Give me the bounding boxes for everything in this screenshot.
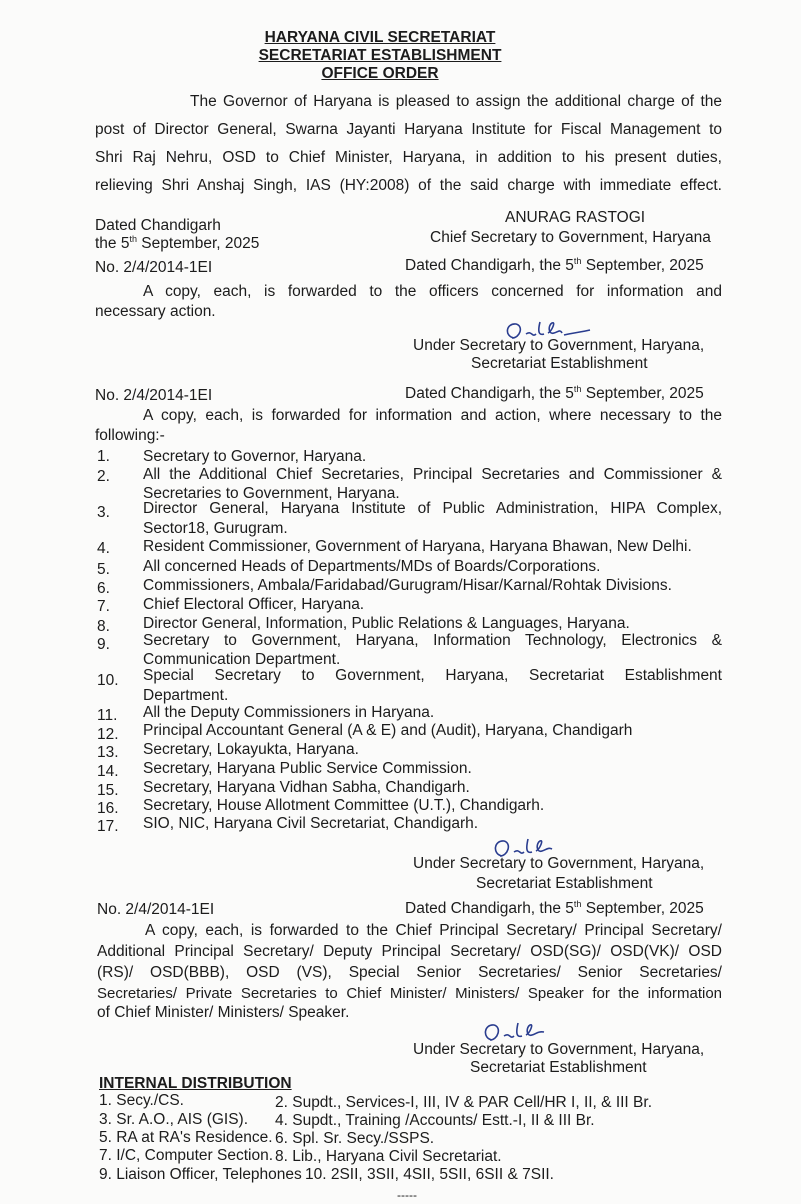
order-paragraph-line: Shri Raj Nehru, OSD to Chief Minister, Haryana, in addition to his present duties, [95,149,722,166]
copy3-line: Secretaries/ Private Secretaries to Chief Minister/ Ministers/ Speaker for the information [97,985,722,1002]
copy3-line: Additional Principal Secretary/ Deputy Principal Secretary/ OSD(SG)/ OSD(VK)/ OSD [97,943,722,960]
signatory-name: ANURAG RASTOGI [505,209,646,226]
list-number: 10. [97,672,119,689]
list-item: Secretary, Lokayukta, Haryana. [143,741,359,758]
list-item: Sector18, Gurugram. [143,520,288,537]
order-paragraph-line: The Governor of Haryana is pleased to assign the additional charge of the [190,93,722,110]
list-item: Secretary to Governor, Haryana. [143,448,367,465]
header-line-3: OFFICE ORDER [321,65,439,82]
endorsement-date: Dated Chandigarh, the 5th September, 2025 [405,383,704,402]
list-item: Communication Department. [143,651,341,668]
list-item: Department. [143,687,229,704]
distribution-item: 4. Supdt., Training /Accounts/ Estt.-I, II & III Br. [275,1112,595,1129]
list-item: Secretary, House Allotment Committee (U.T.), Chandigarh. [143,797,545,814]
signatory-title: Chief Secretary to Government, Haryana [430,229,711,246]
list-number: 9. [97,636,110,653]
copy1-line: necessary action. [95,303,216,320]
endorsement-date: Dated Chandigarh, the 5th September, 2025 [405,255,704,274]
list-number: 15. [97,782,119,799]
list-item: All concerned Heads of Departments/MDs of Boards/Corporations. [143,558,601,575]
internal-distribution-heading: INTERNAL DISTRIBUTION [99,1075,292,1092]
list-number: 13. [97,744,119,761]
dated-date: the 5th September, 2025 [95,233,260,252]
copy3-line: of Chief Minister/ Ministers/ Speaker. [97,1004,350,1021]
list-item: Secretary, Haryana Public Service Commission. [143,760,472,777]
list-number: 14. [97,763,119,780]
list-item: Director General, Haryana Institute of Public Administration, HIPA Complex, [143,500,722,517]
dated-place: Dated Chandigarh [95,217,221,234]
list-number: 4. [97,540,110,557]
copy3-line: A copy, each, is forwarded to the Chief Principal Secretary/ Principal Secretary/ [145,922,722,939]
distribution-item: 5. RA at RA's Residence. [99,1129,273,1146]
endorsement-number: No. 2/4/2014-1EI [95,387,213,404]
list-number: 2. [97,468,110,485]
under-secretary-title: Under Secretary to Government, Haryana, [413,337,705,354]
under-secretary-title: Under Secretary to Government, Haryana, [413,855,705,872]
distribution-item: 8. Lib., Haryana Civil Secretariat. [275,1148,502,1165]
list-item: All the Additional Chief Secretaries, Principal Secretaries and Commissioner & [143,466,722,483]
under-secretary-dept: Secretariat Establishment [470,1059,647,1076]
list-item: Secretary, Haryana Vidhan Sabha, Chandigarh. [143,779,470,796]
list-number: 7. [97,598,110,615]
distribution-item: 9. Liaison Officer, Telephones [99,1166,302,1183]
end-mark: ----- [397,1188,417,1202]
endorsement-date: Dated Chandigarh, the 5th September, 2025 [405,898,704,917]
list-item: Secretaries to Government, Haryana. [143,485,400,502]
endorsement-number: No. 2/4/2014-1EI [97,901,215,918]
list-number: 1. [97,448,110,465]
list-number: 11. [97,707,118,724]
list-item: Chief Electoral Officer, Haryana. [143,596,365,613]
list-number: 12. [97,726,119,743]
endorsement-number: No. 2/4/2014-1EI [95,259,213,276]
list-item: All the Deputy Commissioners in Haryana. [143,704,435,721]
distribution-item: 3. Sr. A.O., AIS (GIS). [99,1111,249,1128]
list-number: 17. [97,818,119,835]
order-paragraph-line: post of Director General, Swarna Jayanti Haryana Institute for Fiscal Management to [95,121,722,138]
under-secretary-dept: Secretariat Establishment [471,355,648,372]
list-item: Special Secretary to Government, Haryana, Secretariat Establishment [143,667,722,684]
copy2-line: following:- [95,427,165,444]
list-number: 16. [97,800,119,817]
distribution-item: 10. 2SII, 3SII, 4SII, 5SII, 6SII & 7SII. [305,1166,554,1183]
list-item: Director General, Information, Public Relations & Languages, Haryana. [143,615,630,632]
distribution-item: 1. Secy./CS. [99,1092,184,1109]
copy3-line: (RS)/ OSD(BBB), OSD (VS), Special Senior Secretaries/ Senior Secretaries/ [97,964,722,981]
header-line-2: SECRETARIAT ESTABLISHMENT [258,47,502,64]
list-item: Principal Accountant General (A & E) and (Audit), Haryana, Chandigarh [143,722,633,739]
under-secretary-title: Under Secretary to Government, Haryana, [413,1041,705,1058]
list-number: 3. [97,504,110,521]
distribution-item: 6. Spl. Sr. Secy./SSPS. [275,1130,435,1147]
distribution-item: 2. Supdt., Services-I, III, IV & PAR Cell/HR I, II, & III Br. [275,1094,652,1111]
list-number: 8. [97,618,110,635]
list-item: Commissioners, Ambala/Faridabad/Gurugram/Hisar/Karnal/Rohtak Divisions. [143,577,672,594]
list-number: 6. [97,580,110,597]
copy2-line: A copy, each, is forwarded for information and action, where necessary to the [143,407,722,424]
under-secretary-dept: Secretariat Establishment [476,875,653,892]
order-paragraph-line: relieving Shri Anshaj Singh, IAS (HY:2008) of the said charge with immediate effect. [95,177,722,194]
list-item: Secretary to Government, Haryana, Information Technology, Electronics & [143,632,722,649]
copy1-line: A copy, each, is forwarded to the officers concerned for information and [143,283,722,300]
header-line-1: HARYANA CIVIL SECRETARIAT [264,29,496,46]
distribution-item: 7. I/C, Computer Section. [99,1147,274,1164]
list-item: SIO, NIC, Haryana Civil Secretariat, Chandigarh. [143,815,479,832]
list-item: Resident Commissioner, Government of Haryana, Haryana Bhawan, New Delhi. [143,538,692,555]
list-number: 5. [97,561,110,578]
